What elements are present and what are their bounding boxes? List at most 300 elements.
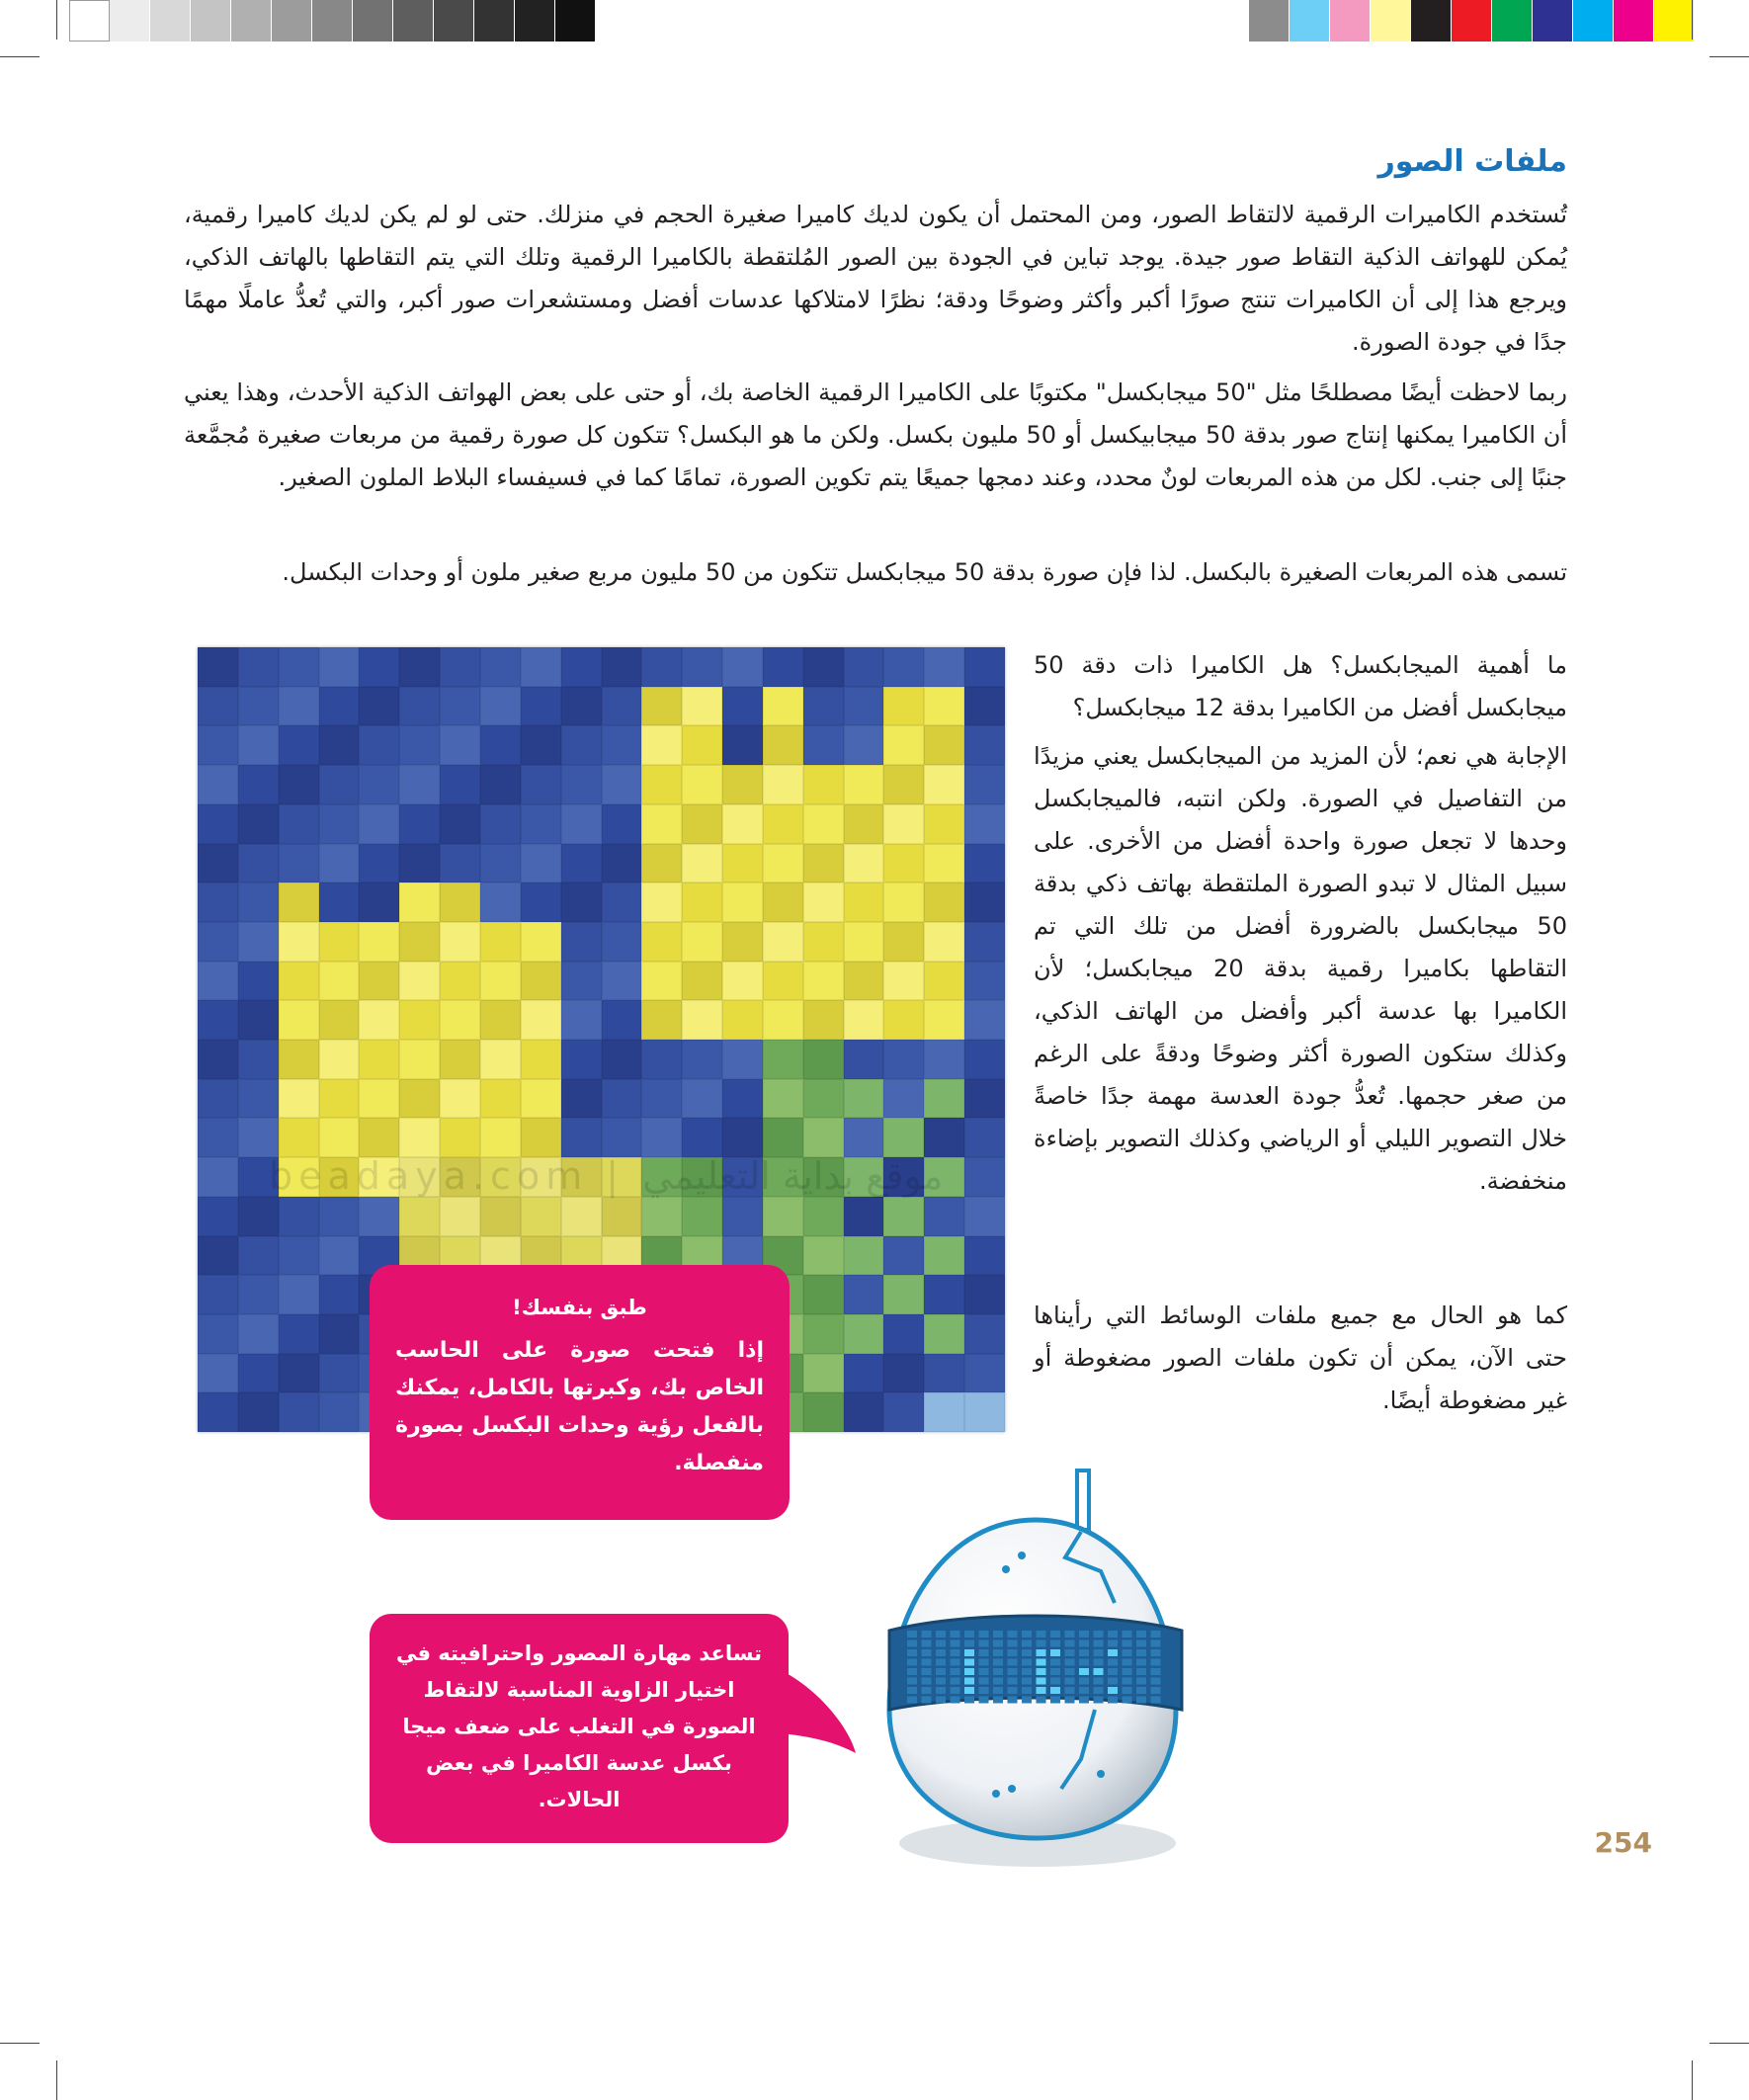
pixel-cell (399, 1118, 440, 1157)
visor-led (1065, 1631, 1075, 1638)
visor-led (922, 1668, 932, 1675)
pixel-cell (641, 1118, 682, 1157)
pixel-cell (964, 1275, 1005, 1314)
pixel-cell (238, 1040, 279, 1079)
visor-led (1094, 1697, 1104, 1704)
pixel-cell (279, 882, 319, 922)
pixel-cell (641, 882, 682, 922)
visor-led (964, 1649, 974, 1656)
pixel-cell (319, 804, 360, 844)
visor-led (1065, 1697, 1075, 1704)
pixel-cell (198, 962, 238, 1001)
pixel-cell (521, 882, 561, 922)
pixel-cell (198, 1040, 238, 1079)
pixel-cell (198, 1197, 238, 1236)
pixel-cell (964, 922, 1005, 962)
visor-led (951, 1631, 960, 1638)
robot-speech-text: تساعد مهارة المصور واحترافيته في اختيار الزاوية المناسبة لالتقاط الصورة في التغلب على ضعف ميجا بكسل عدسة الكاميرا في بعض الحالات. (395, 1641, 763, 1811)
visor-led (1079, 1697, 1089, 1704)
visor-led (1136, 1659, 1146, 1666)
visor-led (1108, 1687, 1118, 1694)
pixel-cell (722, 882, 763, 922)
pixel-cell (279, 725, 319, 765)
print-swatch (1452, 0, 1492, 42)
pixel-cell (561, 804, 602, 844)
pixel-cell (440, 882, 480, 922)
pixel-cell (883, 1354, 924, 1393)
visor-led (1037, 1678, 1046, 1685)
pixel-cell (844, 962, 884, 1001)
visor-led (1022, 1649, 1032, 1656)
visor-led (993, 1631, 1003, 1638)
pixel-cell (924, 1197, 964, 1236)
visor-led (1065, 1659, 1075, 1666)
pixel-cell (399, 1000, 440, 1040)
pixel-cell (399, 882, 440, 922)
visor-led (964, 1668, 974, 1675)
pixel-cell (521, 765, 561, 804)
pixel-cell (238, 844, 279, 883)
print-swatch (1371, 0, 1411, 42)
pixel-cell (602, 844, 642, 883)
pixel-cell (440, 844, 480, 883)
pixel-cell (359, 647, 399, 687)
pixel-cell (763, 647, 803, 687)
pixel-cell (763, 1000, 803, 1040)
visor-led (1079, 1668, 1089, 1675)
pixel-cell (641, 1040, 682, 1079)
pixel-cell (722, 1079, 763, 1119)
pixel-cell (198, 844, 238, 883)
pixel-cell (682, 687, 722, 726)
visor-led (1136, 1631, 1146, 1638)
print-swatch (272, 0, 312, 42)
pixel-cell (602, 725, 642, 765)
pixel-cell (924, 725, 964, 765)
pixel-cell (883, 1236, 924, 1276)
print-swatch (231, 0, 272, 42)
visor-led (1022, 1678, 1032, 1685)
pixel-cell (682, 765, 722, 804)
pixel-cell (561, 962, 602, 1001)
pixel-cell (521, 1197, 561, 1236)
pixel-cell (480, 1040, 521, 1079)
pixel-cell (803, 1314, 844, 1354)
pixel-cell (844, 882, 884, 922)
pixel-cell (319, 1392, 360, 1432)
visor-led (979, 1678, 989, 1685)
visor-led (1079, 1631, 1089, 1638)
visor-led (1123, 1697, 1132, 1704)
visor-led (951, 1649, 960, 1656)
pixel-cell (883, 647, 924, 687)
pixel-cell (279, 1197, 319, 1236)
pixel-cell (602, 1118, 642, 1157)
pixel-cell (238, 725, 279, 765)
print-swatch (1614, 0, 1654, 42)
pixel-cell (521, 844, 561, 883)
pixel-cell (602, 1079, 642, 1119)
pixel-cell (561, 1079, 602, 1119)
visor-led (922, 1659, 932, 1666)
pixel-cell (924, 882, 964, 922)
crop-mark (0, 2043, 40, 2044)
visor-led (1108, 1659, 1118, 1666)
pixel-cell (803, 1000, 844, 1040)
pixel-cell (521, 647, 561, 687)
pixel-cell (198, 1000, 238, 1040)
pixel-cell (883, 1040, 924, 1079)
visor-led (1008, 1631, 1018, 1638)
pixel-definition-paragraph: تسمى هذه المربعات الصغيرة بالبكسل. لذا فإن صورة بدقة 50 ميجابكسل تتكون من 50 مليون مربع صغير ملون أو وحدات البكسل. (282, 558, 1567, 586)
pixel-cell (279, 962, 319, 1001)
pixel-cell (682, 844, 722, 883)
pixel-cell (521, 1079, 561, 1119)
speech-bubble-tail (781, 1670, 860, 1759)
pixel-cell (924, 804, 964, 844)
pixel-cell (844, 1118, 884, 1157)
visor-led (907, 1668, 917, 1675)
pixel-cell (198, 1354, 238, 1393)
visor-led (1123, 1668, 1132, 1675)
print-swatch (434, 0, 474, 42)
visor-led (1136, 1678, 1146, 1685)
pixel-cell (480, 1118, 521, 1157)
visor-led (1094, 1631, 1104, 1638)
visor-led (1008, 1678, 1018, 1685)
visor-led (964, 1687, 974, 1694)
pixel-cell (238, 882, 279, 922)
print-swatch (1654, 0, 1695, 42)
visor-led (1079, 1659, 1089, 1666)
visor-led (979, 1649, 989, 1656)
pixel-cell (480, 844, 521, 883)
pixel-cell (561, 725, 602, 765)
pixel-cell (682, 647, 722, 687)
visor-led (1151, 1659, 1161, 1666)
pixel-cell (722, 725, 763, 765)
pixel-cell (319, 882, 360, 922)
print-swatch (191, 0, 231, 42)
pixel-cell (682, 1000, 722, 1040)
pixel-cell (279, 1118, 319, 1157)
visor-led (1108, 1649, 1118, 1656)
pixel-cell (722, 804, 763, 844)
pixel-cell (964, 1040, 1005, 1079)
crop-mark (1692, 0, 1693, 40)
visor-led (1123, 1659, 1132, 1666)
pixel-cell (399, 687, 440, 726)
pixel-cell (641, 765, 682, 804)
pixel-cell (641, 647, 682, 687)
pixel-cell (319, 1354, 360, 1393)
intro-paragraph: تُستخدم الكاميرات الرقمية لالتقاط الصور، ومن المحتمل أن يكون لديك كاميرا صغيرة الحجم في منزلك. حتى لو لم يكن لديك كاميرا رقمية، يُمكن للهواتف الذكية التقاط صور جيدة. يوجد تباين في الجودة بين الصور المُلتقطة بالكاميرا الرقمية وتلك التي يتم التقاطها بالهاتف الذكي، ويرجع هذا إلى أن الكاميرات تنتج صورًا أكبر وأكثر وضوحًا ودقة؛ نظرًا لامتلاكها عدسات أفضل ومستشعرات صور أكبر، والتي تُعدُّ عاملًا مهمًا جدًا في جودة الصورة. (184, 201, 1567, 356)
pixel-cell (198, 687, 238, 726)
pixel-cell (763, 1079, 803, 1119)
pixel-cell (198, 647, 238, 687)
visor-led (1050, 1687, 1060, 1694)
visor-led (1022, 1687, 1032, 1694)
pixel-cell (803, 725, 844, 765)
crop-mark (56, 2060, 57, 2100)
pixel-cell (279, 765, 319, 804)
visor-led (1022, 1697, 1032, 1704)
pixel-cell (924, 687, 964, 726)
visor-led (1108, 1678, 1118, 1685)
pixel-cell (924, 1079, 964, 1119)
visor-led (1037, 1697, 1046, 1704)
pixel-cell (480, 1079, 521, 1119)
visor-led (1008, 1697, 1018, 1704)
visor-led (1022, 1668, 1032, 1675)
pixel-cell (964, 882, 1005, 922)
pixel-cell (722, 1040, 763, 1079)
pixel-cell (440, 1000, 480, 1040)
pixel-cell (883, 1000, 924, 1040)
pixel-cell (359, 1000, 399, 1040)
pixel-cell (480, 922, 521, 962)
pixel-cell (279, 1040, 319, 1079)
pixel-cell (763, 1040, 803, 1079)
compression-note: كما هو الحال مع جميع ملفات الوسائط التي رأيناها حتى الآن، يمكن أن تكون ملفات الصور مضغوطة أو غير مضغوطة أيضًا. (1034, 1302, 1567, 1414)
crop-mark (0, 56, 40, 57)
pixel-cell (319, 1118, 360, 1157)
visor-led (1108, 1668, 1118, 1675)
pixel-cell (602, 882, 642, 922)
pixel-cell (964, 687, 1005, 726)
pixel-cell (763, 882, 803, 922)
pixel-cell (924, 922, 964, 962)
pixel-cell (964, 765, 1005, 804)
visor-led (1151, 1631, 1161, 1638)
pixel-cell (440, 962, 480, 1001)
pixel-cell (238, 1354, 279, 1393)
pixel-cell (924, 647, 964, 687)
visor-led (951, 1640, 960, 1647)
pixel-cell (238, 962, 279, 1001)
visor-led (1065, 1687, 1075, 1694)
visor-led (1151, 1687, 1161, 1694)
pixel-cell (763, 1118, 803, 1157)
print-swatch (1573, 0, 1614, 42)
pixel-cell (279, 1314, 319, 1354)
pixel-cell (641, 962, 682, 1001)
visor-led (1108, 1697, 1118, 1704)
pixel-cell (521, 962, 561, 1001)
pixel-cell (399, 844, 440, 883)
pixel-cell (440, 647, 480, 687)
pixel-cell (399, 1079, 440, 1119)
visor-led (993, 1687, 1003, 1694)
visor-led (922, 1631, 932, 1638)
pixel-cell (480, 1000, 521, 1040)
pixel-cell (682, 882, 722, 922)
pixel-cell (844, 687, 884, 726)
print-swatch (393, 0, 434, 42)
visor-led (1022, 1640, 1032, 1647)
pixel-cell (883, 1197, 924, 1236)
pixel-cell (924, 1354, 964, 1393)
visor-led (951, 1687, 960, 1694)
try-it-yourself-box (370, 1265, 790, 1520)
pixel-cell (238, 1275, 279, 1314)
pixel-cell (682, 1040, 722, 1079)
pixel-cell (844, 922, 884, 962)
pixel-cell (561, 922, 602, 962)
pixel-cell (803, 687, 844, 726)
pixel-cell (803, 1118, 844, 1157)
pixel-cell (279, 804, 319, 844)
pixel-cell (883, 687, 924, 726)
pixel-cell (763, 725, 803, 765)
pixel-cell (641, 804, 682, 844)
visor-led (1079, 1687, 1089, 1694)
pixel-cell (198, 922, 238, 962)
visor-led (907, 1649, 917, 1656)
pixel-cell (319, 1079, 360, 1119)
visor-led (1050, 1678, 1060, 1685)
pixel-cell (964, 804, 1005, 844)
pixel-cell (399, 804, 440, 844)
print-swatch (1249, 0, 1290, 42)
visor-led (1108, 1631, 1118, 1638)
pixel-cell (198, 1079, 238, 1119)
visor-led (993, 1678, 1003, 1685)
pixel-cell (722, 687, 763, 726)
pixel-cell (602, 804, 642, 844)
pixel-cell (844, 804, 884, 844)
pixel-cell (440, 765, 480, 804)
visor-led (936, 1631, 946, 1638)
pixel-cell (883, 922, 924, 962)
pixel-cell (561, 1197, 602, 1236)
pixel-cell (440, 1040, 480, 1079)
pixel-cell (763, 804, 803, 844)
pixel-cell (279, 1236, 319, 1276)
pixel-cell (198, 1236, 238, 1276)
pixel-cell (238, 1118, 279, 1157)
pixel-cell (844, 1197, 884, 1236)
pixel-paragraph: ربما لاحظت أيضًا مصطلحًا مثل "50 ميجابكسل" مكتوبًا على الكاميرا الرقمية الخاصة بك، أو حتى على بعض الهواتف الذكية الأحدث، وهذا يعني أن الكاميرا يمكنها إنتاج صور بدقة 50 ميجابيكسل أو 50 مليون بكسل. ولكن ما هو البكسل؟ تتكون كل صورة رقمية من مربعات صغيرة مُجمَّعة جنبًا إلى جنب. لكل من هذه المربعات لونٌ محدد، وعند دمجها جميعًا يتم تكوين الصورة، تمامًا كما في فسيفساء البلاط الملون الصغير. (184, 378, 1567, 491)
pixel-cell (480, 962, 521, 1001)
visor-led (979, 1687, 989, 1694)
visor-led (951, 1659, 960, 1666)
pixel-cell (319, 844, 360, 883)
pixel-cell (722, 1118, 763, 1157)
pixel-cell (198, 1392, 238, 1432)
visor-led (1037, 1631, 1046, 1638)
pixel-cell (359, 804, 399, 844)
visor-led (1037, 1640, 1046, 1647)
pixel-cell (803, 1392, 844, 1432)
pixel-cell (803, 1040, 844, 1079)
pixel-cell (641, 1000, 682, 1040)
pixel-cell (238, 804, 279, 844)
pixel-cell (440, 1079, 480, 1119)
pixel-cell (924, 1118, 964, 1157)
print-swatch (69, 0, 110, 42)
visor-led (964, 1678, 974, 1685)
visor-led (951, 1678, 960, 1685)
watermark-text: beadaya.com | موقع بداية التعليمي (269, 1154, 944, 1198)
visor-led (1123, 1631, 1132, 1638)
pixel-cell (641, 725, 682, 765)
pixel-cell (319, 1236, 360, 1276)
pixel-cell (440, 725, 480, 765)
pixel-cell (198, 1157, 238, 1197)
pixel-cell (722, 765, 763, 804)
visor-led (1037, 1687, 1046, 1694)
visor-led (951, 1668, 960, 1675)
pixel-cell (561, 882, 602, 922)
pixel-cell (844, 725, 884, 765)
pixel-cell (238, 765, 279, 804)
pixel-cell (844, 1236, 884, 1276)
pixel-cell (440, 687, 480, 726)
pixel-cell (319, 765, 360, 804)
visor-led (1050, 1631, 1060, 1638)
pixel-cell (359, 962, 399, 1001)
pixel-cell (883, 882, 924, 922)
pixel-cell (844, 1079, 884, 1119)
pixel-cell (198, 804, 238, 844)
crop-mark (1709, 2043, 1749, 2044)
pixel-cell (924, 1275, 964, 1314)
pixel-cell (440, 1118, 480, 1157)
section-title: ملفات الصور (1377, 144, 1567, 179)
pixel-cell (964, 844, 1005, 883)
pixel-cell (763, 765, 803, 804)
pixel-cell (359, 1197, 399, 1236)
pixel-cell (319, 1040, 360, 1079)
visor-led (936, 1678, 946, 1685)
pixel-cell (844, 1354, 884, 1393)
pixel-cell (198, 1275, 238, 1314)
visor-led (1123, 1678, 1132, 1685)
pixel-cell (359, 725, 399, 765)
pixel-cell (964, 1314, 1005, 1354)
visor-led (993, 1649, 1003, 1656)
pixel-cell (319, 647, 360, 687)
pixel-cell (844, 1392, 884, 1432)
pixel-cell (803, 765, 844, 804)
pixel-cell (440, 922, 480, 962)
visor-led (1050, 1649, 1060, 1656)
try-it-body: إذا فتحت صورة على الحاسب الخاص بك، وكبرتها بالكامل، يمكنك بالفعل رؤية وحدات البكسل بصورة منفصلة. (395, 1338, 764, 1475)
visor-led (1123, 1687, 1132, 1694)
visor-led (907, 1687, 917, 1694)
pixel-cell (561, 687, 602, 726)
pixel-cell (480, 647, 521, 687)
print-swatch (1533, 0, 1573, 42)
pixel-cell (602, 922, 642, 962)
pixel-cell (883, 1275, 924, 1314)
print-swatch (110, 0, 150, 42)
visor-led (1123, 1649, 1132, 1656)
pixel-cell (964, 1157, 1005, 1197)
visor-led (979, 1659, 989, 1666)
pixel-cell (964, 1392, 1005, 1432)
visor-led (979, 1668, 989, 1675)
pixel-cell (319, 1275, 360, 1314)
visor-led (1065, 1668, 1075, 1675)
visor-led (1008, 1640, 1018, 1647)
pixel-cell (561, 844, 602, 883)
visor-led (1008, 1649, 1018, 1656)
pixel-cell (964, 1236, 1005, 1276)
visor-led (922, 1687, 932, 1694)
visor-led (1022, 1631, 1032, 1638)
